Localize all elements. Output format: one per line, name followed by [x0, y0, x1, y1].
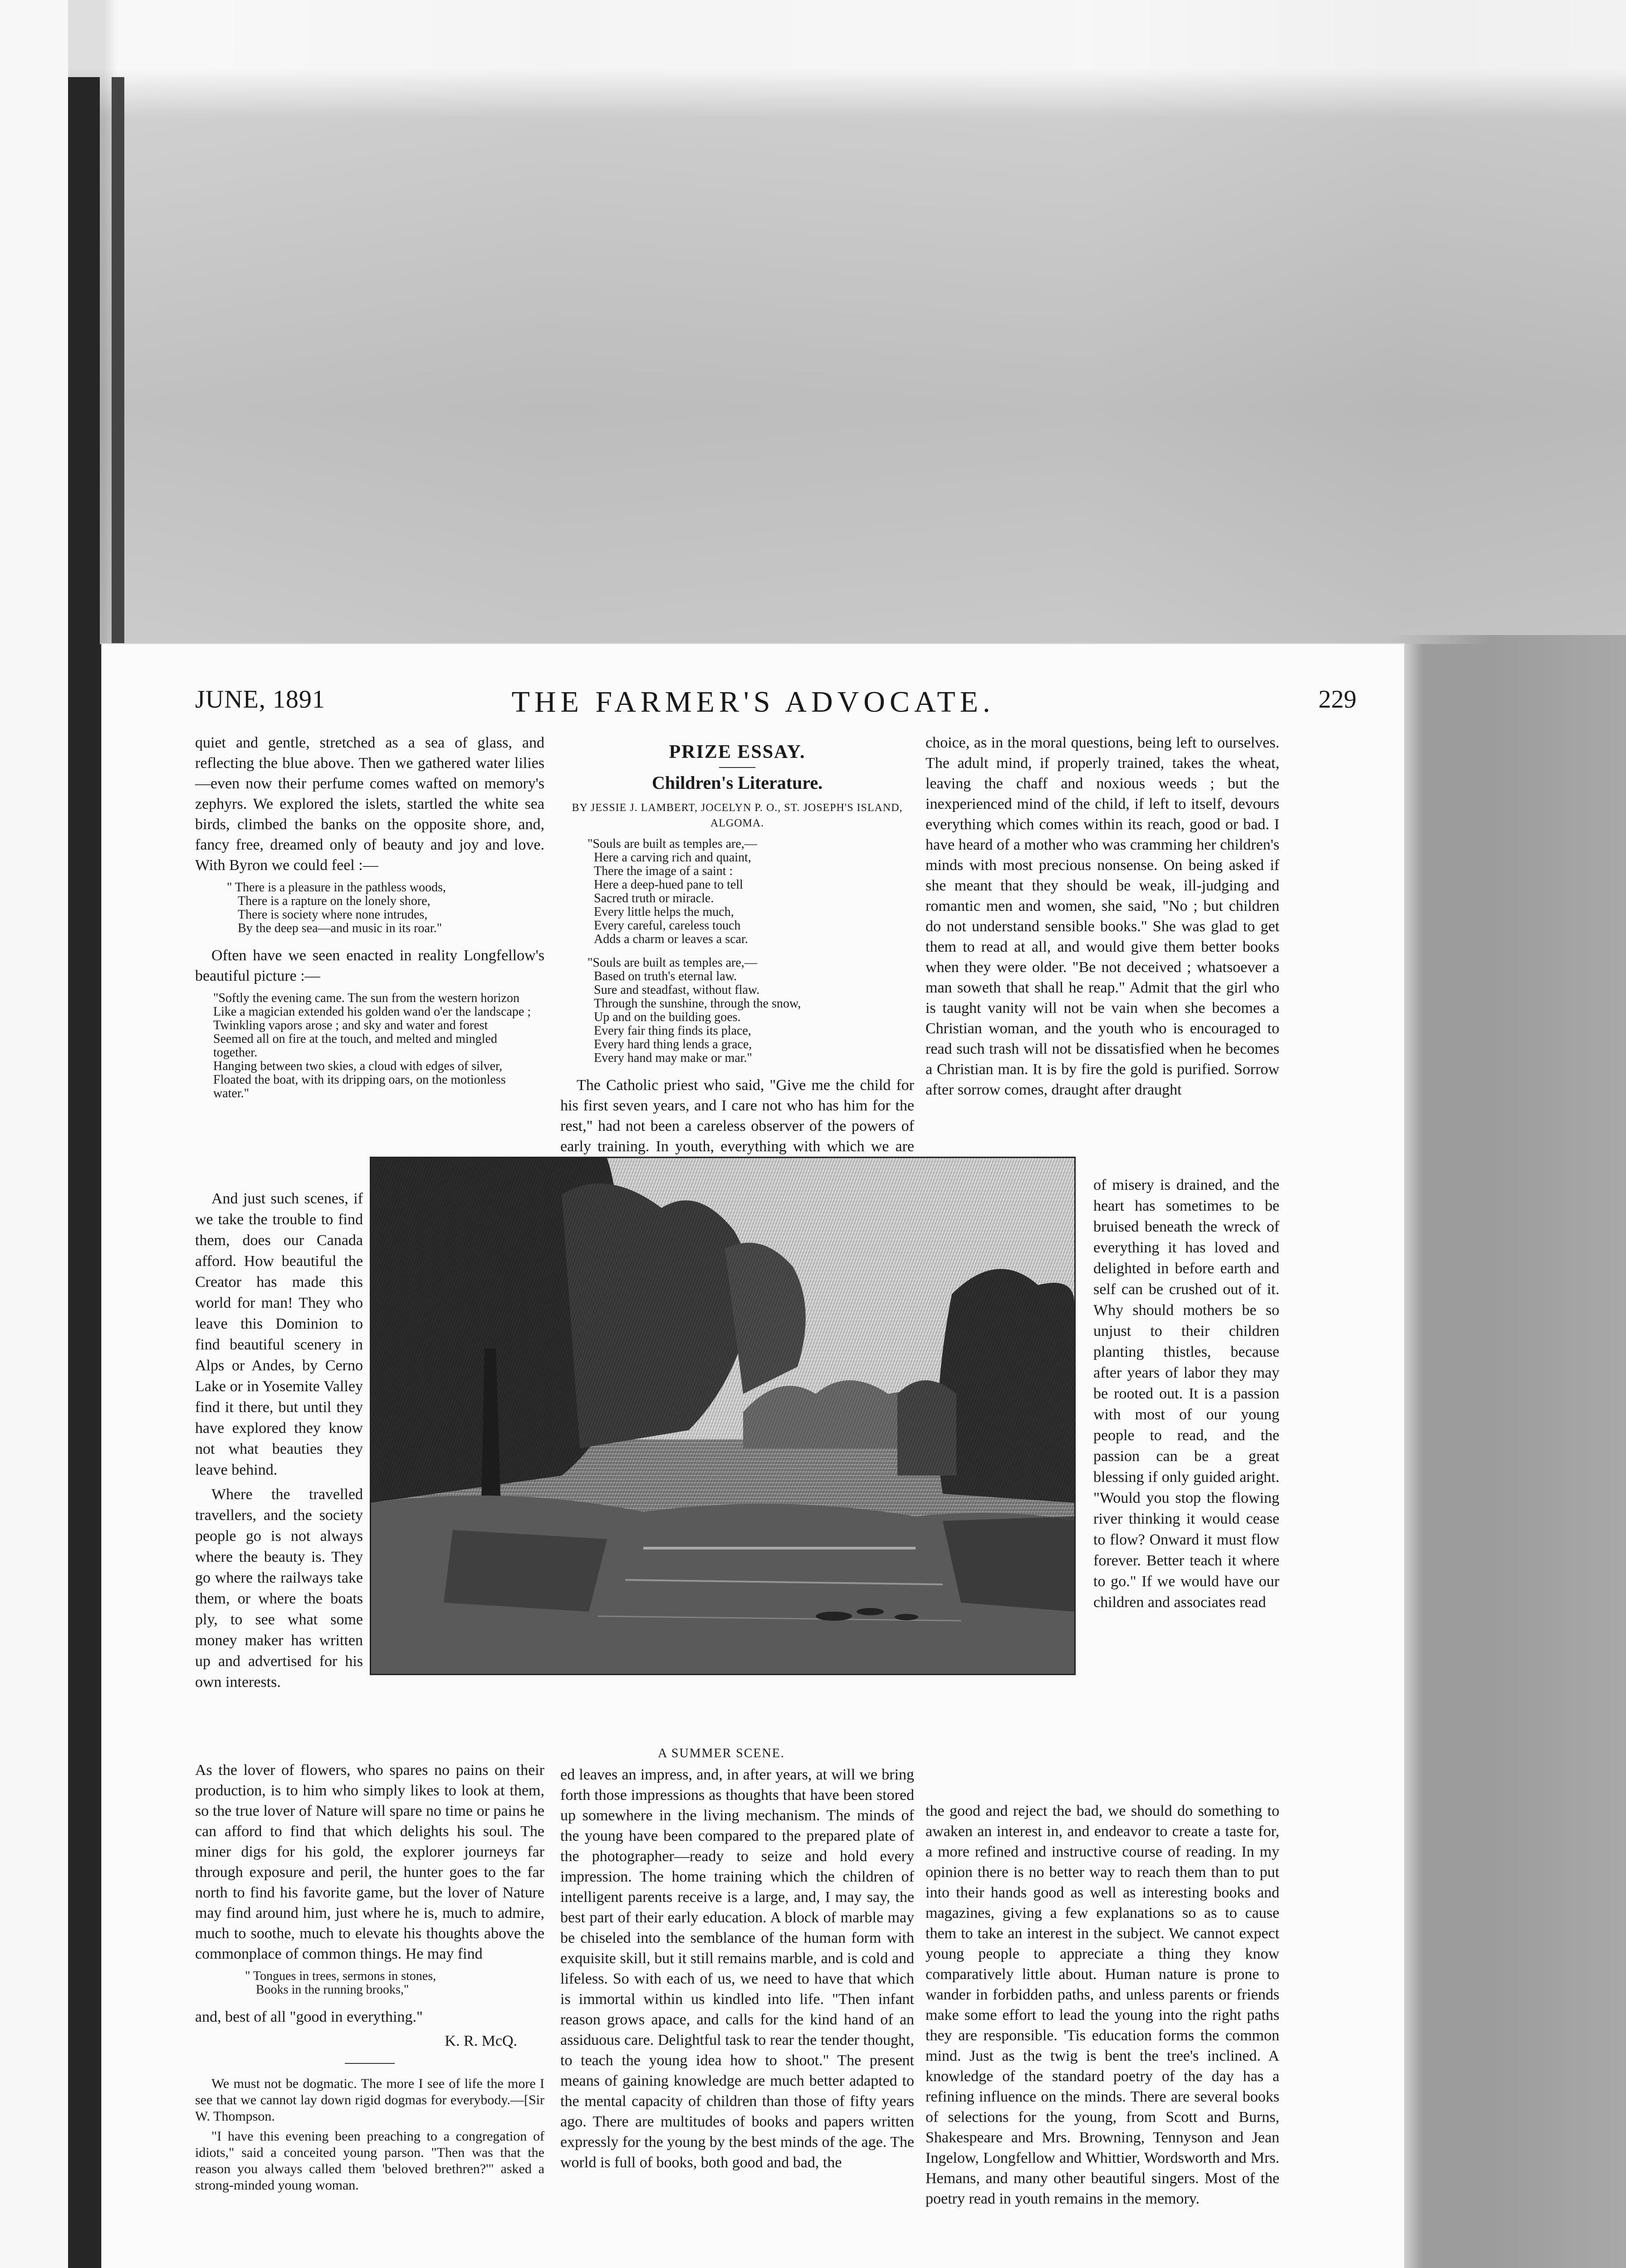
- paragraph: of misery is drained, and the heart has sometimes to be bruised beneath the wreck of everything it has loved and delighted in before earth and self can be crushed out of it. Why should mothers be so unjust to their children planting thistles, because after years of labor they may be rooted out. It is a passion with most of our young people to read, and the passion can be a great blessing if only guided aright. "Would you stop the flowing river thinking it would cease to flow? Onward it must flow forever. Better teach it where to go." If we would have our children and associates read: [1093, 1177, 1279, 1611]
- page-edge-shadow: [1404, 644, 1422, 2268]
- essay-title: Children's Literature.: [651, 772, 823, 793]
- previous-frame-band: [0, 0, 1626, 644]
- paragraph: choice, as in the moral questions, being left to ourselves. The adult mind, if properly trained, takes the wheat, leaving the chaff and noxious weeds ; but the inexperienced mind of the child, if left to itself, devours everything which comes within its reach, good or bad. I have heard of a mother who was cramming her children's minds with most precious nonsense. On being asked if she meant that they should be weak, ill-judging and romantic men and women, she said, "No ; but children do not understand sensible books." She was glad to get them to read at all, and would give them better books when they were older. "Be not deceived ; whatsoever a man soweth that shall he reap." Admit that the girl who is taught vanity will not be vain when she becomes a Christian woman, and the youth who is encouraged to read such trash will not be dissatisfied when he becomes a Christian man. It is by fire the gold is purified. Sorrow after sorrow comes, draught after draught: [926, 734, 1279, 1098]
- verse-line: Seemed all on fire at the touch, and melted and mingled together.: [213, 1032, 497, 1060]
- paragraph: and, best of all "good in everything.": [195, 2009, 423, 2025]
- column-1-top: [195, 733, 544, 1109]
- column-3-narrow: [1093, 1175, 1279, 1617]
- verse-line: Up and on the building goes.: [594, 1010, 741, 1024]
- verse-line: "Souls are built as temples are,—: [588, 956, 757, 970]
- verse-temples-2: [588, 956, 914, 1065]
- column-2-bottom: [560, 1765, 914, 2176]
- film-edge-left: [0, 0, 68, 2268]
- verse-longfellow: [213, 992, 544, 1100]
- verse-line: Based on truth's eternal law.: [594, 969, 737, 983]
- verse-line: Every careful, careless touch: [594, 919, 741, 933]
- page-number: 229: [1318, 685, 1357, 714]
- newspaper-page: [102, 644, 1404, 2268]
- paragraph: "I have this evening been preaching to a congregation of idiots," said a conceited young parson. "Then was that the reason you always called them 'beloved brethren?'" asked a strong-minded young woman.: [195, 2129, 544, 2193]
- paragraph: The Catholic priest who said, "Give me the child for his first seven years, and I care not who has him for the rest," had not been a careless observer of the powers of early training. In youth, everything with which we are: [560, 1077, 914, 1155]
- verse-line: Hanging between two skies, a cloud with edges of silver,: [213, 1059, 503, 1073]
- verse-line: " Tongues in trees, sermons in stones,: [245, 1969, 436, 1983]
- paragraph: quiet and gentle, stretched as a sea of glass, and reflecting the blue above. Then we gathered water lilies—even now their perfume comes wafted on memory's zephyrs. We explored the islets, startled the white sea birds, climbed the banks on the opposite shore, and, fancy free, dreamed only of beauty and joy and love. With Byron we could feel :—: [195, 734, 544, 874]
- verse-line: Twinkling vapors arose ; and sky and water and forest: [213, 1018, 488, 1032]
- verse-line: Floated the boat, with its dripping oars, on the motionless water.": [213, 1073, 506, 1100]
- masthead-title: THE FARMER'S ADVOCATE.: [511, 685, 995, 719]
- column-1-narrow: [195, 1188, 363, 1696]
- author-signature: K. R. McQ.: [445, 2033, 517, 2049]
- divider-rule: [719, 767, 755, 768]
- verse-byron: [227, 881, 544, 935]
- verse-shakespeare: [245, 1970, 544, 1997]
- verse-line: By the deep sea—and music in its roar.": [238, 921, 442, 935]
- column-3-bottom: [926, 1801, 1279, 2213]
- column-3-top: [926, 733, 1279, 1104]
- essay-byline: BY JESSIE J. LAMBERT, JOCELYN P. O., ST. JOSEPH'S ISLAND, ALGOMA.: [572, 802, 903, 829]
- divider-rule: [345, 2063, 395, 2064]
- verse-line: There is a rapture on the lonely shore,: [238, 894, 431, 908]
- verse-line: "Softly the evening came. The sun from the western horizon: [213, 991, 519, 1005]
- paragraph: We must not be dogmatic. The more I see of life the more I see that we cannot lay down rigid dogmas for everybody.—[Sir W. Thompson.: [195, 2076, 544, 2124]
- paragraph: Often have we seen enacted in reality Longfellow's beautiful picture :—: [195, 947, 544, 984]
- verse-line: Books in the running brooks,": [256, 1983, 409, 1997]
- verse-line: "Souls are built as temples are,—: [588, 837, 757, 851]
- prize-essay-heading: PRIZE ESSAY.: [669, 742, 806, 763]
- verse-line: Here a deep-hued pane to tell: [594, 878, 743, 892]
- paragraph: the good and reject the bad, we should do something to awaken an interest in, and endeavor to create a taste for, a more refined and instructive course of reading. In my opinion there is no better way to reach them than to put into their hands good as well as interesting books and magazines, giving a few explanations so as to cause them to take an interest in the subject. We cannot expect young people to appreciate a thing they know comparatively little about. Human nature is prone to wander in forbidden paths, and unless parents or friends make some effort to lead the young into the right paths they are responsible. 'Tis education forms the common mind. Just as the twig is bent the tree's inclined. A knowledge of the standard poetry of the day has a refining influence on the minds. There are several books of selections for the young, from Scott and Burns, Shakespeare and Mrs. Browning, Tennyson and Jean Ingelow, Longfellow and Whittier, Wordsworth and Mrs. Hemans, and many other beautiful singers. Most of the poetry read in youth remains in the memory.: [926, 1803, 1279, 2207]
- film-edge-right: [1390, 635, 1626, 2268]
- verse-line: " There is a pleasure in the pathless woods,: [227, 880, 446, 894]
- verse-line: Like a magician extended his golden wand o'er the landscape ;: [213, 1005, 531, 1019]
- verse-line: Every hand may make or mar.": [594, 1051, 752, 1065]
- engraving-caption: A SUMMER SCENE.: [658, 1746, 785, 1760]
- column-2-top: [560, 739, 914, 1181]
- verse-line: Sure and steadfast, without flaw.: [594, 983, 760, 997]
- paragraph: As the lover of flowers, who spares no pains on their production, is to him who simply likes to look at them, so the true lover of Nature will spare no time or pains he can afford to find that which delights his soul. The miner digs for his gold, the explorer journeys far through exposure and peril, the hunter goes to the far north to find his favorite game, but the lover of Nature may find around him, just where he is, much to admire, much to soothe, much to elevate his thoughts above the commonplace of common things. He may find: [195, 1762, 544, 1962]
- column-1-bottom: [195, 1760, 544, 2197]
- engraving-summer-scene: [370, 1157, 1076, 1675]
- page-header: [102, 685, 1404, 721]
- film-dark-bar: [68, 77, 100, 2268]
- paragraph: ed leaves an impress, and, in after years, at will we bring forth those impressions as thoughts that have been stored up somewhere in the living mechanism. The minds of the young have been compared to the prepared plate of the photographer—ready to seize and hold every impression. The home training which the children of intelligent parents receive is a large, and, I may say, the best part of their early education. A block of marble may be chiseled into the semblance of the human form with exquisite skill, but it still remains marble, and is cold and lifeless. So with each of us, we need to have that which is immortal within us kindled into life. "Then infant reason grows apace, and calls for the kind hand of an assiduous care. Delightful task to rear the tender thought, to teach the young idea how to shoot." The present means of gaining knowledge are much better adapted to the mental capacity of children than those of fifty years ago. There are multitudes of books and papers written expressly for the young by the best minds of the age. The world is full of books, both good and bad, the: [560, 1766, 914, 2171]
- verse-line: Sacred truth or miracle.: [594, 891, 714, 905]
- verse-line: Every fair thing finds its place,: [594, 1024, 751, 1038]
- verse-line: Every little helps the much,: [594, 905, 734, 919]
- verse-line: There is society where none intrudes,: [238, 908, 428, 922]
- verse-temples-1: [588, 837, 914, 946]
- issue-date: JUNE, 1891: [195, 685, 325, 714]
- verse-line: There the image of a saint :: [594, 864, 733, 878]
- paragraph: And just such scenes, if we take the trouble to find them, does our Canada afford. How beautiful the Creator has made this world for man! They who leave this Dominion to find beautiful scenery in Alps or Andes, by Cerno Lake or in Yosemite Valley find it there, but until they have explored they know not what beauties they leave behind.: [195, 1190, 363, 1478]
- verse-line: Through the sunshine, through the snow,: [594, 997, 801, 1011]
- paragraph: Where the travelled travellers, and the society people go is not always where the beauty is. They go where the railways take them, or where the boats ply, to see what some money maker has written up and advertised for his own interests.: [195, 1486, 363, 1691]
- verse-line: Every hard thing lends a grace,: [594, 1037, 752, 1051]
- verse-line: Adds a charm or leaves a scar.: [594, 932, 748, 946]
- verse-line: Here a carving rich and quaint,: [594, 850, 751, 865]
